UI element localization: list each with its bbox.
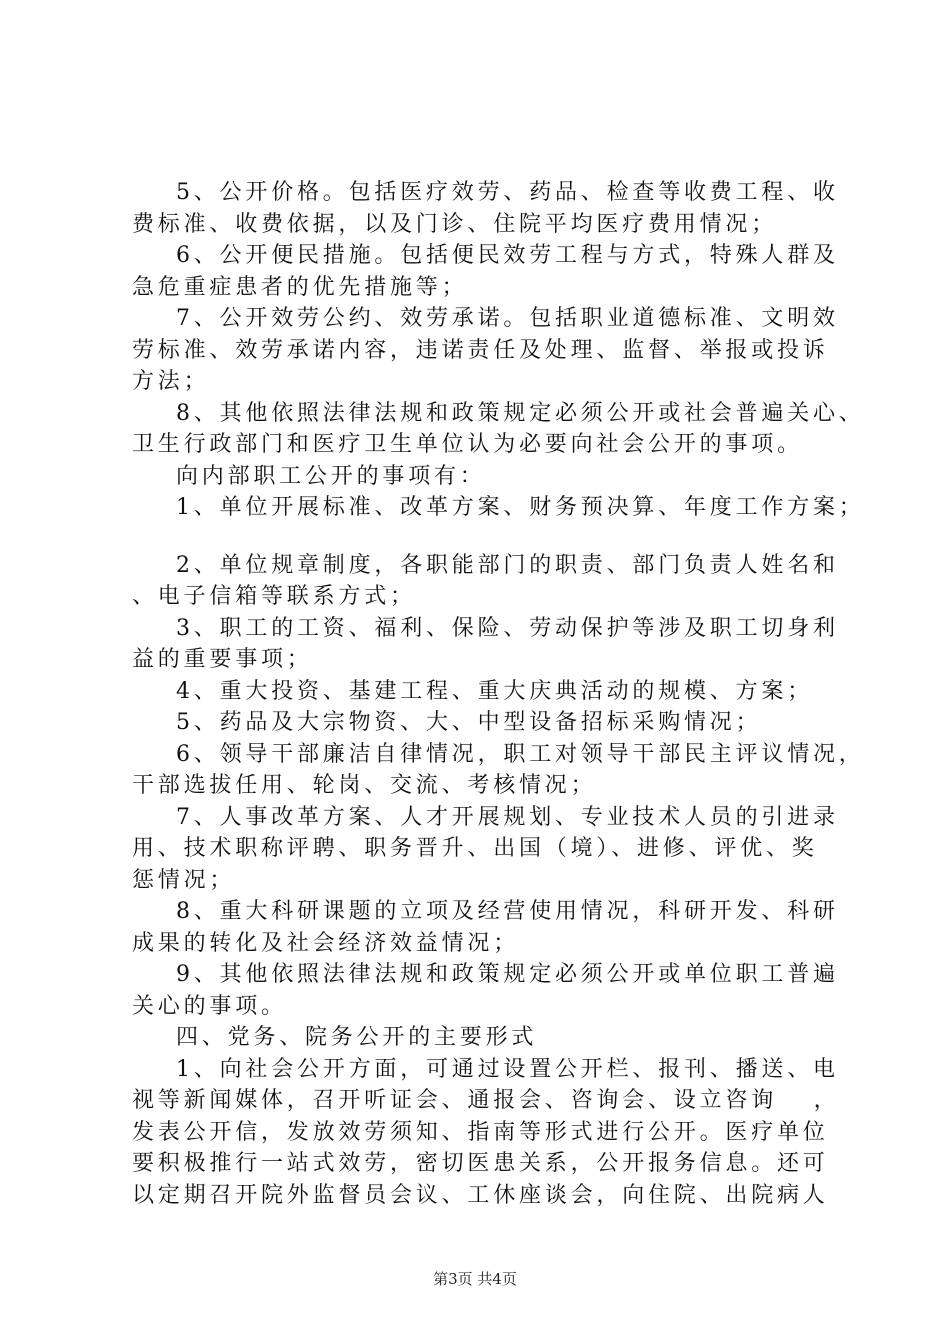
text-line: 费标准、收费依据，以及门诊、住院平均医疗费用情况；	[132, 212, 778, 237]
text-line: 益的重要事项；	[132, 647, 313, 672]
text-line: 9、其他依照法律法规和政策规定必须公开或单位职工普遍	[176, 962, 839, 987]
text-line: 关心的事项。	[132, 994, 287, 1019]
text-line: 干部选拔任用、轮岗、交流、考核情况；	[132, 773, 597, 798]
page-number: 第3页 共4页	[433, 1270, 517, 1288]
text-line: 6、公开便民措施。包括便民效劳工程与方式，特殊人群及	[176, 243, 839, 268]
section-heading: 四、党务、院务公开的主要形式	[176, 1025, 538, 1050]
page-footer	[0, 1268, 950, 1289]
text-line: 以定期召开院外监督员会议、工休座谈会，向住院、出院病人	[132, 1183, 829, 1208]
text-line: 3、职工的工资、福利、保险、劳动保护等涉及职工切身利	[176, 616, 839, 641]
text-line: 成果的转化及社会经济效益情况；	[132, 931, 520, 956]
text-line: 视等新闻媒体，召开听证会、通报会、咨询会、设立咨询 ，	[132, 1088, 840, 1113]
text-line: 5、药品及大宗物资、大、中型设备招标采购情况；	[176, 710, 762, 735]
text-line: 向内部职工公开的事项有：	[176, 464, 486, 489]
text-line: 8、重大科研课题的立项及经营使用情况，科研开发、科研	[176, 899, 839, 924]
text-line: 惩情况；	[132, 868, 236, 893]
text-line: 6、领导干部廉洁自律情况，职工对领导干部民主评议情况，	[176, 742, 865, 767]
text-line: 用、技术职称评聘、职务晋升、出国（境）、进修、评优、奖	[132, 836, 818, 861]
text-line: 卫生行政部门和医疗卫生单位认为必要向社会公开的事项。	[132, 432, 803, 457]
text-line: 、电子信箱等联系方式；	[132, 584, 416, 609]
text-line: 2、单位规章制度，各职能部门的职责、部门负责人姓名和	[176, 553, 839, 578]
text-line: 劳标准、效劳承诺内容，违诺责任及处理、监督、举报或投诉	[132, 338, 829, 363]
text-line: 7、人事改革方案、人才开展规划、专业技术人员的引进录	[176, 805, 839, 830]
text-line: 5、公开价格。包括医疗效劳、药品、检查等收费工程、收	[176, 180, 839, 205]
text-line: 方法；	[132, 369, 210, 394]
text-line: 8、其他依照法律法规和政策规定必须公开或社会普遍关心、	[176, 401, 865, 426]
text-line: 7、公开效劳公约、效劳承诺。包括职业道德标准、文明效	[176, 306, 839, 331]
text-line: 4、重大投资、基建工程、重大庆典活动的规模、方案；	[176, 679, 813, 704]
text-line: 急危重症患者的优先措施等；	[132, 275, 468, 300]
text-line: 发表公开信，发放效劳须知、指南等形式进行公开。医疗单位	[132, 1120, 829, 1145]
text-line: 1、单位开展标准、改革方案、财务预决算、年度工作方案；	[176, 495, 865, 520]
text-line: 1、向社会公开方面，可通过设置公开栏、报刊、播送、电	[176, 1057, 839, 1082]
text-line: 要积极推行一站式效劳，密切医患关系，公开报务信息。还可	[132, 1151, 829, 1176]
